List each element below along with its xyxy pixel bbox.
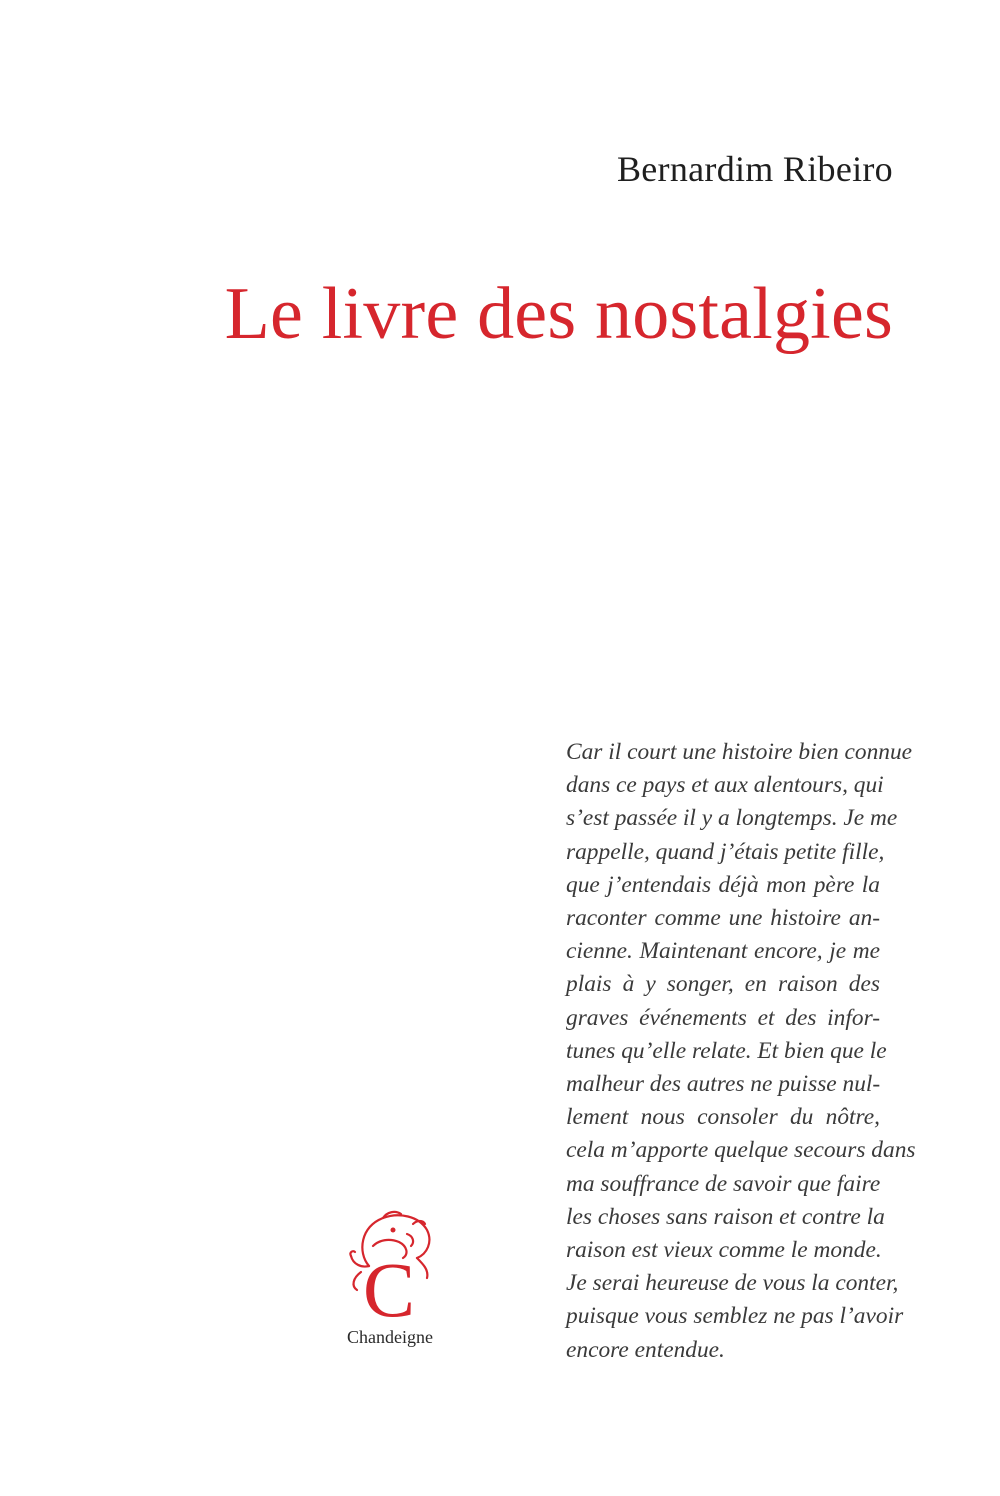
excerpt-line: puisque vous semblez ne pas l’avoir [566,1303,904,1330]
excerpt-line: plais à y songer, en raison des [566,971,880,998]
back-excerpt [566,736,916,1367]
excerpt-line: cienne. Maintenant encore, je me [566,938,880,965]
excerpt-line: dans ce pays et aux alentours, qui [566,772,884,799]
excerpt-line: raison est vieux comme le monde. [566,1237,882,1264]
excerpt-line: ma souffrance de savoir que faire [566,1170,881,1197]
excerpt-line: s’est passée il y a longtemps. Je me [566,805,898,832]
excerpt-line: graves événements et des infor- [566,1004,880,1031]
excerpt-line: les choses sans raison et contre la [566,1203,885,1230]
excerpt-line: raconter comme une histoire an- [566,905,880,932]
author-name: Bernardim Ribeiro [616,149,893,189]
excerpt-line: encore entendue. [566,1336,725,1363]
excerpt-line: Car il court une histoire bien connue [566,739,913,765]
publisher-logo-icon [343,1206,439,1322]
book-title: Le livre des nostalgies [224,273,893,355]
publisher-name: Chandeigne [347,1327,433,1347]
excerpt-line: malheur des autres ne puisse nul- [566,1071,881,1098]
excerpt-line: lement nous consoler du nôtre, [566,1104,880,1131]
excerpt-line: que j’entendais déjà mon père la [566,871,880,898]
excerpt-line: rappelle, quand j’étais petite fille, [566,838,885,865]
excerpt-line: cela m’apporte quelque secours dans [566,1137,916,1164]
excerpt-line: tunes qu’elle relate. Et bien que le [566,1037,887,1064]
publisher-logo-letter: C [362,1246,416,1322]
excerpt-line: Je serai heureuse de vous la conter, [566,1270,899,1297]
